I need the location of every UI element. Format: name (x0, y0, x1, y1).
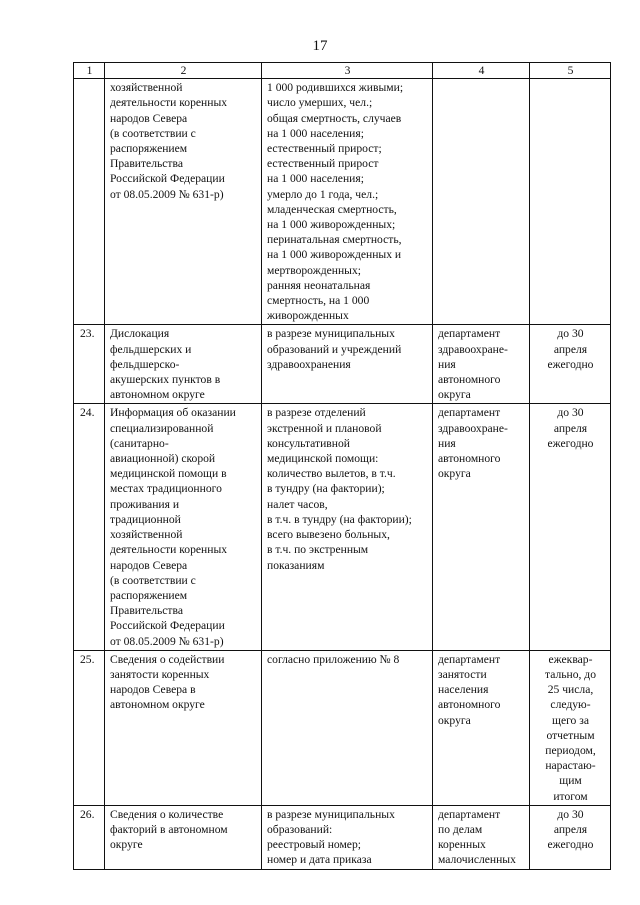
row-deadline: до 30 апреля ежегодно (530, 404, 611, 650)
row-number (74, 79, 105, 325)
row-content: 1 000 родившихся живыми; число умерших, чел.; общая смертность, случаев на 1 000 населения; естественный прирост; естественный прирост на 1 000 населения; умерло до 1 года, чел.; младенческая смертность, на 1 000 живорожденных; перинатальная смертность, на 1 000 живорожденных и мертворожденных; ранняя неонатальная смертность, на 1 000 живорожденных (262, 79, 433, 325)
row-responsible: департамент по делам коренных малочисленных (433, 805, 530, 869)
row-responsible: департамент здравоохране- ния автономного округа (433, 325, 530, 404)
page-number: 17 (312, 38, 328, 54)
table-row (74, 79, 611, 325)
row-title: хозяйственной деятельности коренных народов Севера (в соответствии с распоряжением Правительства Российской Федерации от 08.05.2009 № 631-р) (105, 79, 262, 325)
row-title: Сведения о содействии занятости коренных народов Севера в автономном округе (105, 650, 262, 805)
table-row (74, 325, 611, 404)
row-number: 26. (74, 805, 105, 869)
column-header-5: 5 (530, 63, 611, 79)
row-responsible (433, 79, 530, 325)
column-header-1: 1 (74, 63, 105, 79)
row-content: согласно приложению № 8 (262, 650, 433, 805)
table-header-row (74, 63, 611, 79)
column-header-4: 4 (433, 63, 530, 79)
row-deadline: ежеквар- тально, до 25 числа, следую- щего за отчетным периодом, нарастаю- щим итогом (530, 650, 611, 805)
column-header-2: 2 (105, 63, 262, 79)
row-deadline: до 30 апреля ежегодно (530, 325, 611, 404)
row-title: Информация об оказании специализированной (санитарно- авиационной) скорой медицинской помощи в местах традиционного проживания и традиционной хозяйственной деятельности коренных народов Севера (в соответствии с распоряжением Правительства Российской Федерации от 08.05.2009 № 631-р) (105, 404, 262, 650)
column-header-3: 3 (262, 63, 433, 79)
row-content: в разрезе муниципальных образований и учреждений здравоохранения (262, 325, 433, 404)
table-row (74, 805, 611, 869)
table-row (74, 650, 611, 805)
row-number: 24. (74, 404, 105, 650)
row-deadline: до 30 апреля ежегодно (530, 805, 611, 869)
row-responsible: департамент занятости населения автономного округа (433, 650, 530, 805)
row-content: в разрезе отделений экстренной и плановой консультативной медицинской помощи: количество вылетов, в т.ч. в тундру (на фактории); налет часов, в т.ч. в тундру (на фактории); всего вывезено больных, в т.ч. по экстренным показаниям (262, 404, 433, 650)
table-row (74, 404, 611, 650)
row-title: Дислокация фельдшерских и фельдшерско- акушерских пунктов в автономном округе (105, 325, 262, 404)
row-number: 25. (74, 650, 105, 805)
row-responsible: департамент здравоохране- ния автономного округа (433, 404, 530, 650)
row-deadline (530, 79, 611, 325)
row-title: Сведения о количестве факторий в автономном округе (105, 805, 262, 869)
reporting-table (73, 62, 611, 870)
row-number: 23. (74, 325, 105, 404)
row-content: в разрезе муниципальных образований: реестровый номер; номер и дата приказа (262, 805, 433, 869)
